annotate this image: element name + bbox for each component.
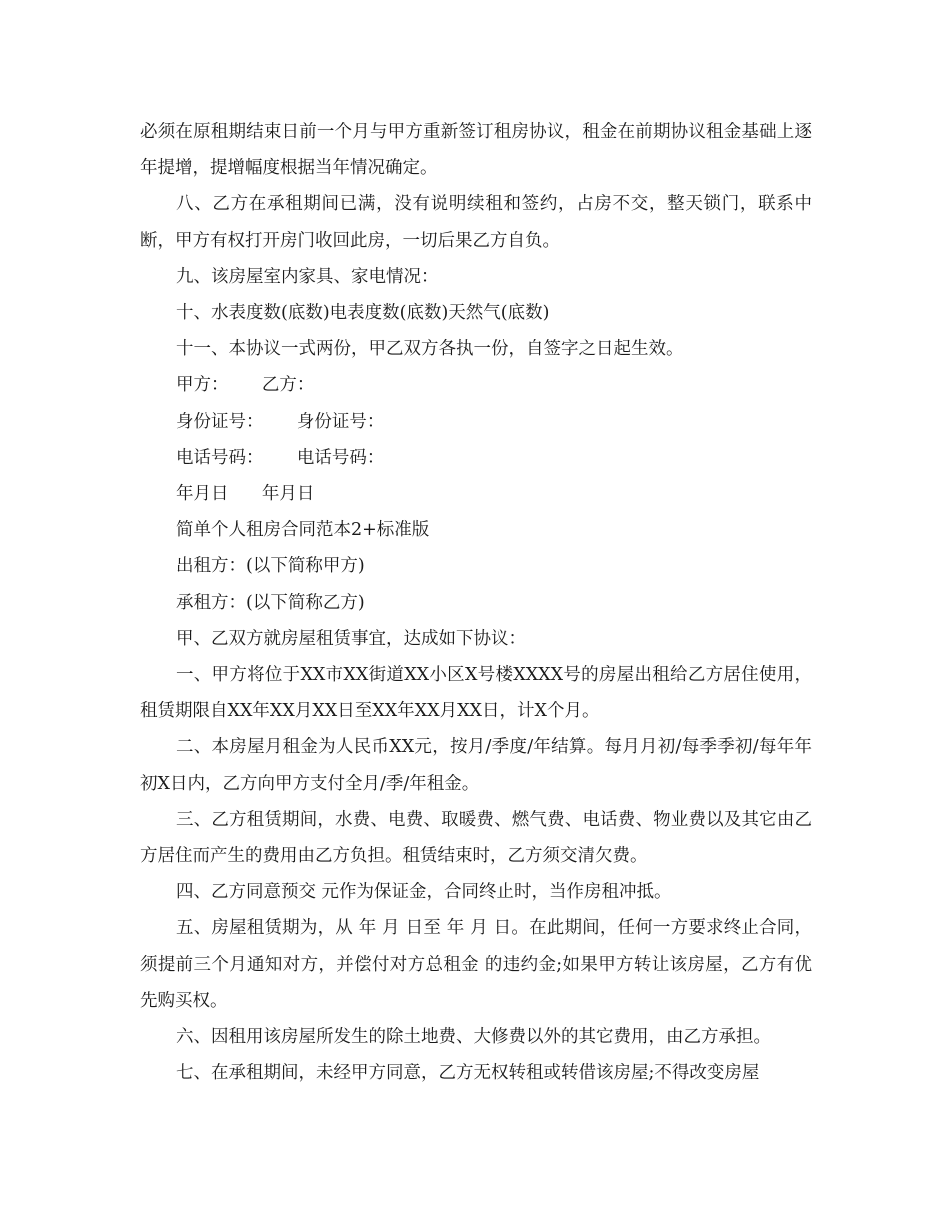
- clause: 六、因租用该房屋所发生的除土地费、大修费以外的其它费用，由乙方承担。: [176, 1027, 771, 1048]
- clause: 五、房屋租赁期为，从 年 月 日至 年 月 日。在此期间，任何一方要求终止合同，须提前三个月通知对方，并偿付对方总租金 的违约金;如果甲方转让该房屋，乙方有优先购买权。: [140, 918, 812, 1011]
- clause: 四、乙方同意预交 元作为保证金，合同终止时，当作房租冲抵。: [176, 882, 672, 903]
- paragraph: 八、乙方在承租期间已满，没有说明续租和签约，占房不交，整天锁门，联系中断，甲方有权打开房门收回此房，一切后果乙方自负。: [140, 194, 812, 251]
- lessor-line: 出租方：(以下简称甲方): [176, 556, 365, 577]
- signature-line-date: 年月日 年月日: [176, 484, 315, 505]
- paragraph: 九、该房屋室内家具、家电情况：: [176, 266, 439, 287]
- signature-line-phone: 电话号码： 电话号码：: [176, 447, 385, 468]
- signature-line-id: 身份证号： 身份证号：: [176, 411, 385, 432]
- lessee-line: 承租方：(以下简称乙方): [176, 592, 365, 613]
- clause: 二、本房屋月租金为人民币XX元，按月/季度/年结算。每月月初/每季季初/每年年初X日内，乙方向甲方支付全月/季/年租金。: [140, 737, 812, 794]
- paragraph: 甲、乙双方就房屋租赁事宜，达成如下协议：: [176, 628, 526, 649]
- section-title: 简单个人租房合同范本2+标准版: [176, 520, 430, 541]
- document-body: [140, 114, 812, 1091]
- paragraph: 必须在原租期结束日前一个月与甲方重新签订租房协议，租金在前期协议租金基础上逐年提增，提增幅度根据当年情况确定。: [140, 122, 812, 179]
- signature-line-party: 甲方： 乙方：: [176, 375, 315, 396]
- paragraph: 十一、本协议一式两份，甲乙双方各执一份，自签字之日起生效。: [176, 339, 684, 360]
- paragraph: 十、水表度数(底数)电表度数(底数)天然气(底数): [176, 303, 550, 324]
- clause: 七、在承租期间，未经甲方同意，乙方无权转租或转借该房屋;不得改变房屋: [176, 1063, 760, 1084]
- clause: 一、甲方将位于XX市XX街道XX小区X号楼XXXX号的房屋出租给乙方居住使用，租赁期限自XX年XX月XX日至XX年XX月XX日，计X个月。: [140, 665, 812, 722]
- clause: 三、乙方租赁期间，水费、电费、取暖费、燃气费、电话费、物业费以及其它由乙方居住而产生的费用由乙方负担。租赁结束时，乙方须交清欠费。: [140, 809, 812, 867]
